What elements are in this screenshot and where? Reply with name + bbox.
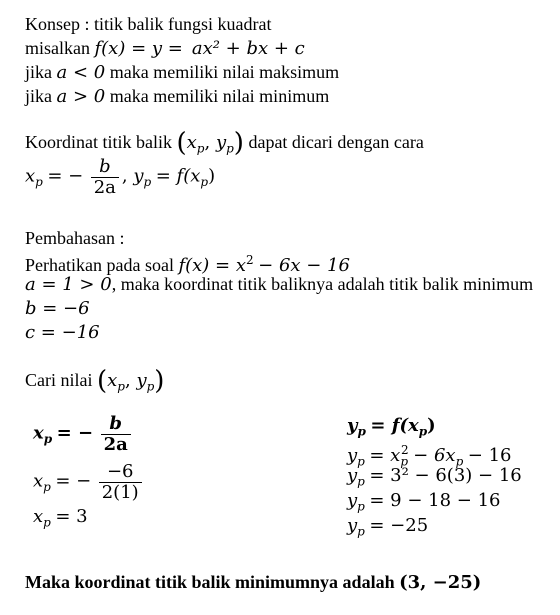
c-line: c = −16 <box>25 322 100 343</box>
calc-x-row1: $x_p$ = − $\frac{b}{2a}$ <box>33 414 134 455</box>
case-min-line: jika a > 0 maka memiliki nilai minimum <box>25 86 330 107</box>
suppose-line: misalkan f(x) = y = ax² + bx + c <box>25 38 305 59</box>
calc-y-row5: $y_p = -25$ <box>347 515 429 539</box>
calc-y-row4: $y_p = 9 - 18 - 16$ <box>347 490 501 514</box>
vertex-formula: $x_p$ = − $\frac{b}{2a}$ , $y_p = f(x_p)$ <box>25 156 216 198</box>
a-line: a = 1 > 0, maka koordinat titik baliknya adalah titik balik minimum <box>25 274 534 295</box>
calc-y-row3: $y_p = 3^2 - 6(3) - 16$ <box>347 465 522 489</box>
attention-line: Perhatikan pada soal $f(x) = x^2 - 6x - 16$ <box>25 253 350 276</box>
calc-y-row1: $y_p = f(x_p)$ <box>347 415 436 439</box>
b-line: b = −6 <box>25 298 90 319</box>
concept-line: Konsep : titik balik fungsi kuadrat <box>25 14 272 34</box>
find-line: Cari nilai ($x_p$, $y_p$) <box>25 366 165 396</box>
solution-heading: Pembahasan : <box>25 228 125 248</box>
vertex-line: Koordinat titik balik ($x_p$, $y_p$) dapat dicari dengan cara <box>25 128 424 158</box>
calc-x-row2: $x_p$ = − $\frac{-6}{2(1)}$ <box>33 462 145 503</box>
conclusion-line: Maka koordinat titik balik minimumnya adalah (3, −25) <box>25 572 482 593</box>
calc-x-row3: $x_p = 3$ <box>33 506 88 530</box>
case-max-line: jika a < 0 maka memiliki nilai maksimum <box>25 62 340 83</box>
calc-y-row2: $y_p = x_p^2 - 6x_p - 16$ <box>347 443 512 469</box>
